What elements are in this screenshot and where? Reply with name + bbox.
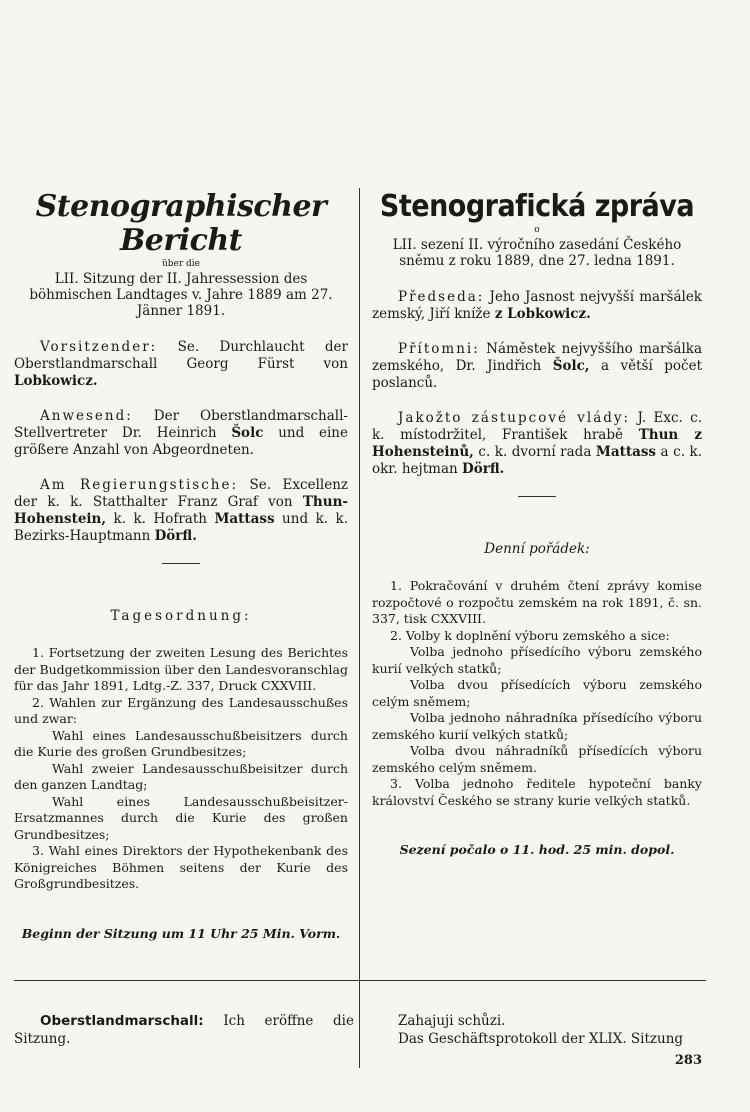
agenda-item: 1. Fortsetzung der zweiten Lesung des Berichtes der Budgetkommission über den Landesvoranschlag für das Jahr 1891, Ldtg.-Z. 337, Druck CXXVIII. bbox=[14, 645, 348, 693]
german-speaker: Oberstlandmarschall: bbox=[40, 1013, 204, 1029]
czech-bottom-rule bbox=[360, 980, 706, 981]
german-present-name: Šolc bbox=[231, 425, 264, 441]
german-present-text1: Der Oberstlandmarschall-Stellvertreter Dr. Heinrich bbox=[14, 408, 348, 441]
czech-short-rule bbox=[518, 496, 556, 497]
czech-government-name1: Thun z Hohensteinů, bbox=[372, 427, 702, 460]
agenda-item: Wahl eines Landesausschußbeisitzer-Ersatzmannes durch die Kurie des großen Grundbesitzes; bbox=[14, 793, 348, 842]
agenda-item: Wahl eines Landesausschußbeisitzers durch die Kurie des großen Grundbesitzes; bbox=[14, 727, 348, 759]
agenda-item: 3. Volba jednoho ředitele hypoteční banky království Českého se strany kurie velkých statků. bbox=[372, 776, 702, 808]
czech-present-text2: a větší počet poslanců. bbox=[372, 358, 702, 391]
agenda-item: Volba jednoho přísedícího výboru zemského kurií velkých statků; bbox=[372, 644, 702, 676]
agenda-item: 2. Volby k doplnění výboru zemského a sice: bbox=[390, 627, 670, 643]
czech-speech-line1: Zahajuji schůzi. bbox=[398, 1013, 506, 1029]
german-government-name2: Mattass bbox=[214, 511, 275, 527]
german-government bbox=[14, 477, 348, 545]
german-ueber: über die bbox=[161, 259, 200, 269]
agenda-item: Volba jednoho náhradníka přísedícího výboru zemského kurií velkých statků; bbox=[372, 710, 702, 742]
agenda-item: Volba dvou přísedících výboru zemského celým sněmem; bbox=[372, 677, 702, 709]
german-government-text2: k. k. Hofrath bbox=[106, 511, 215, 527]
german-speech-text: Ich eröffne die Sitzung. bbox=[14, 1013, 354, 1047]
czech-government bbox=[372, 410, 702, 478]
german-government-text1: Se. Excellenz der k. k. Statthalter Franz Graf von bbox=[14, 477, 348, 510]
german-speech bbox=[14, 1012, 354, 1048]
agenda-item: 3. Wahl eines Direktors der Hypothekenbank des Königreiches Böhmen seitens der Kurie des Großgrundbesitzes. bbox=[14, 843, 348, 891]
german-government-label: Am Regierungstische: bbox=[40, 477, 239, 493]
czech-session-line: LII. sezení II. výročního zasedání Českého sněmu z roku 1889, dne 27. ledna 1891. bbox=[392, 237, 682, 269]
agenda-item: 1. Pokračování v druhém čtení zprávy komise rozpočtové o rozpočtu zemském na rok 1891, č. sn. 337, tisk CXXVIII. bbox=[372, 578, 702, 626]
czech-speech bbox=[372, 1012, 702, 1070]
czech-government-text1: J. Exc. c. k. místodržitel, František hrabě bbox=[372, 410, 702, 443]
czech-o: o bbox=[534, 225, 540, 235]
czech-title: Stenografická zpráva bbox=[379, 189, 695, 224]
column-divider bbox=[359, 188, 360, 1068]
czech-present bbox=[372, 341, 702, 392]
german-begin-line: Beginn der Sitzung um 11 Uhr 25 Min. Vorm. bbox=[21, 925, 341, 941]
german-government-text3: und k. k. Bezirks-Hauptmann bbox=[14, 511, 348, 544]
czech-chair bbox=[372, 289, 702, 323]
german-government-name3: Dörfl. bbox=[154, 528, 197, 544]
czech-government-label: Jakožto zástupcové vlády: bbox=[398, 410, 631, 426]
page-number: 283 bbox=[674, 1053, 702, 1068]
czech-present-label: Přítomni: bbox=[398, 341, 480, 357]
german-short-rule bbox=[162, 563, 200, 564]
german-government-name1: Thun-Hohenstein, bbox=[14, 494, 348, 527]
czech-chair-name: z Lobkowicz. bbox=[494, 306, 591, 322]
german-chair-text: Se. Durchlaucht der Oberstlandmarschall Georg Fürst von bbox=[14, 339, 348, 372]
german-session-line: LII. Sitzung der II. Jahressession des böhmischen Landtages v. Jahre 1889 am 27. Jänner 1891. bbox=[29, 271, 333, 319]
german-chair-label: Vorsitzender: bbox=[40, 339, 158, 355]
czech-government-name2: Mattass bbox=[595, 444, 657, 460]
agenda-item: 2. Wahlen zur Ergänzung des Landesausschußes und zwar: bbox=[14, 694, 348, 726]
czech-begin-line: Sezení počalo o 11. hod. 25 min. dopol. bbox=[399, 842, 675, 857]
czech-chair-text: Jeho Jasnost nejvyšší maršálek zemský, Jiří kníže bbox=[372, 289, 702, 322]
czech-agenda bbox=[372, 578, 702, 809]
czech-present-name: Šolc, bbox=[552, 358, 590, 374]
german-present-text2: und eine größere Anzahl von Abgeordneten. bbox=[14, 425, 348, 458]
german-chair-name: Lobkowicz. bbox=[14, 373, 98, 389]
czech-speech-line2: Das Geschäftsprotokoll der XLIX. Sitzung bbox=[398, 1031, 684, 1047]
czech-government-text3: a c. k. okr. hejtman bbox=[372, 444, 702, 477]
german-present-label: Anwesend: bbox=[40, 408, 133, 424]
agenda-item: Volba dvou náhradníků přísedících výboru zemského celým sněmem. bbox=[372, 743, 702, 775]
german-bottom-rule bbox=[14, 980, 359, 981]
german-column bbox=[14, 190, 348, 942]
german-agenda bbox=[14, 645, 348, 893]
czech-column bbox=[372, 190, 702, 858]
czech-government-name3: Dörfl. bbox=[462, 461, 505, 477]
german-agenda-heading: Tagesordnung: bbox=[110, 608, 252, 624]
german-present bbox=[14, 408, 348, 459]
czech-chair-label: Předseda: bbox=[398, 289, 485, 305]
czech-present-text1: Náměstek nejvyššího maršálka zemského, Dr. Jindřich bbox=[372, 341, 702, 374]
agenda-item: Wahl zweier Landesausschußbeisitzer durch den ganzen Landtag; bbox=[14, 760, 348, 792]
german-chair bbox=[14, 339, 348, 390]
czech-agenda-heading: Denní pořádek: bbox=[484, 541, 590, 557]
german-title: Stenographischer Bericht bbox=[35, 189, 327, 258]
czech-government-text2: c. k. dvorní rada bbox=[473, 444, 596, 460]
